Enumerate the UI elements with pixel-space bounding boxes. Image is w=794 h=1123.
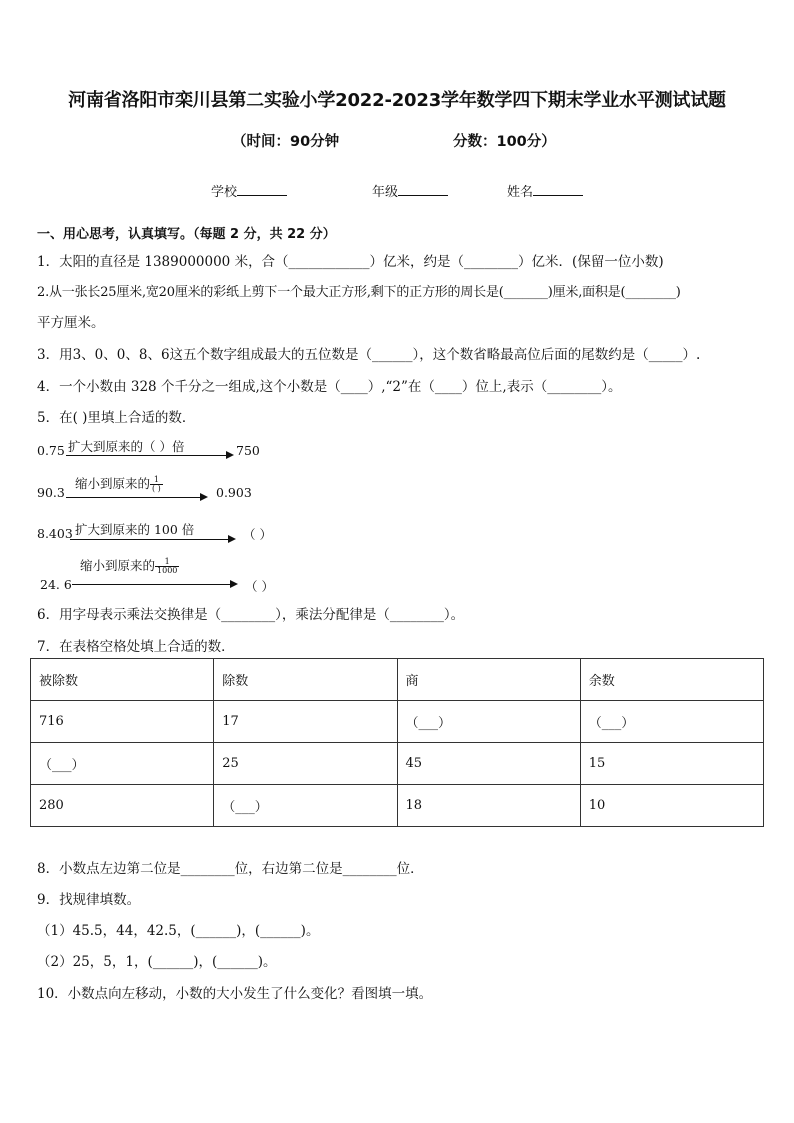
question-8: 8．小数点左边第二位是________位，右边第二位是________位． [37,861,424,877]
table-cell: 10 [580,785,763,827]
table-header: 余数 [580,659,763,701]
name-label: 姓名 [507,185,534,200]
question-1: 1．太阳的直径是 1389000000 米，合（____________）亿米，约是（________）亿米．(保留一位小数) [37,254,664,270]
table-header: 商 [397,659,580,701]
table-cell: 15 [580,743,763,785]
q5a-start: 0.75 [37,443,65,458]
q5a-end: 750 [236,443,260,458]
table-header-row [31,659,764,701]
q5d-arrow-line [72,584,230,585]
question-2: 2.从一张长25厘米,宽20厘米的彩纸上剪下一个最大正方形,剩下的正方形的周长是(_______)厘米,面积是(________) [37,285,681,300]
question-6: 6．用字母表示乘法交换律是（________），乘法分配律是（________）。 [37,607,465,623]
q5a-arrow-line [66,455,226,456]
section-heading: 一、用心思考，认真填写。（每题 2 分，共 22 分） [37,227,336,242]
page-title: 河南省洛阳市栾川县第二实验小学2022-2023学年数学四下期末学业水平测试试题 [68,90,726,111]
grade-field[interactable] [372,181,448,200]
question-4: 4．一个小数由 328 个千分之一组成,这个小数是（____）,“2”在（____）位上,表示（________）。 [37,379,622,395]
table-cell-blank[interactable]: （___） [580,701,763,743]
q5d-start: 24. 6 [40,577,72,592]
exam-time: （时间：90分钟 [232,134,340,150]
q5b-end: 0.903 [216,485,252,500]
question-10: 10．小数点向左移动，小数的大小发生了什么变化？看图填一填。 [37,986,433,1002]
q5d-arrow-icon [230,580,238,588]
table-cell: 280 [31,785,214,827]
q5d-result[interactable]: （ ） [245,579,274,594]
table-cell: 18 [397,785,580,827]
table-cell: 25 [214,743,397,785]
q5c-arrow-line [70,539,228,540]
school-label: 学校 [211,185,238,200]
question-9-part-1: （1）45.5，44，42.5，(______)，(______)。 [37,923,320,939]
q5d-label: 缩小到原来的 [80,558,156,573]
table-cell-blank[interactable]: （___） [214,785,397,827]
table-header: 除数 [214,659,397,701]
q5b-arrow-icon [200,493,208,501]
q5b-fraction: $\frac{1}{( )}$ [152,475,161,493]
q5b-start: 90.3 [37,485,65,500]
question-9: 9．找规律填数。 [37,892,141,908]
q5c-arrow-icon [228,535,236,543]
table-header: 被除数 [31,659,214,701]
table-cell: 45 [397,743,580,785]
q5b-arrow-line [66,497,200,498]
q5c-start: 8.403 [37,526,73,541]
table-row [31,785,764,827]
division-table [30,658,764,827]
table-row [31,743,764,785]
school-field[interactable] [211,181,287,200]
q5b-label: 缩小到原来的 [75,476,151,491]
question-2-cont: 平方厘米。 [37,315,105,331]
q5c-result[interactable]: （ ） [243,527,272,542]
question-3: 3．用3、0、0、8、6这五个数字组成最大的五位数是（______），这个数省略最高位后面的尾数约是（_____）. [37,347,701,363]
table-cell-blank[interactable]: （___） [31,743,214,785]
question-7: 7．在表格空格处填上合适的数． [37,639,235,655]
question-5: 5．在( )里填上合适的数． [37,410,196,426]
q5a-label: 扩大到原来的（ ）倍 [68,439,185,454]
q5b-label-group [75,474,163,493]
table-cell: 716 [31,701,214,743]
question-9-part-2: （2）25，5，1，(______)，(______)。 [37,954,277,970]
q5c-label: 扩大到原来的 100 倍 [75,522,195,537]
table-cell: 17 [214,701,397,743]
q5a-arrow-icon [226,451,234,459]
table-row [31,701,764,743]
exam-score: 分数：100分） [453,134,556,150]
q5d-fraction: $\frac{1}{1000}$ [157,557,178,575]
table-cell-blank[interactable]: （___） [397,701,580,743]
name-field[interactable] [507,181,583,200]
grade-label: 年级 [372,185,399,200]
q5d-label-group [80,556,179,575]
